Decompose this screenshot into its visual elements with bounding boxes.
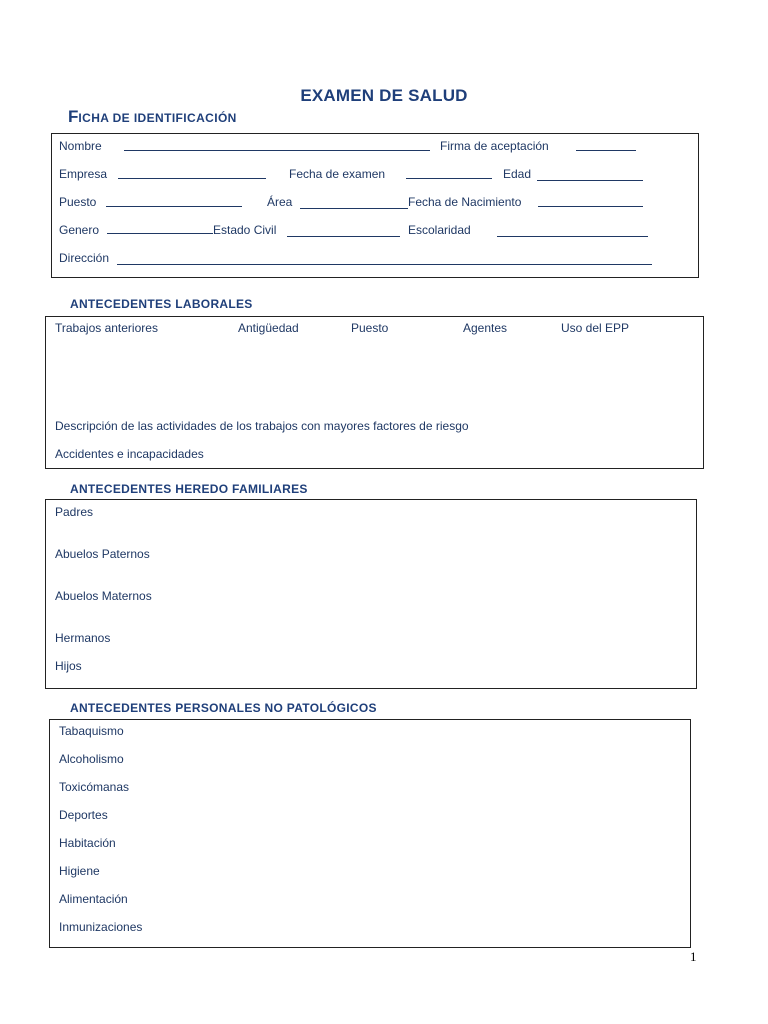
puesto-field[interactable] (106, 206, 242, 207)
firma-label: Firma de aceptación (440, 139, 549, 153)
genero-field[interactable] (107, 233, 213, 234)
fecha-nacimiento-label: Fecha de Nacimiento (408, 195, 522, 209)
hijos-label: Hijos (55, 659, 82, 673)
heading-rest: ICHA DE IDENTIFICACIÓN (78, 111, 237, 125)
col-uso-epp: Uso del EPP (561, 321, 630, 335)
col-trabajos-anteriores: Trabajos anteriores (55, 321, 158, 335)
higiene-label: Higiene (59, 864, 100, 878)
accidentes-label: Accidentes e incapacidades (55, 447, 204, 461)
genero-label: Genero (59, 223, 100, 237)
abuelos-paternos-label: Abuelos Paternos (55, 547, 150, 561)
section-heading-ficha (68, 107, 237, 127)
deportes-label: Deportes (59, 808, 108, 822)
padres-label: Padres (55, 505, 94, 519)
col-puesto: Puesto (351, 321, 389, 335)
tabaquismo-label: Tabaquismo (59, 724, 124, 738)
direccion-field[interactable] (117, 264, 652, 265)
direccion-label: Dirección (59, 251, 110, 265)
edad-field[interactable] (537, 180, 643, 181)
heading-initial: F (68, 107, 79, 126)
habitacion-label: Habitación (59, 836, 116, 850)
fecha-nacimiento-field[interactable] (538, 206, 643, 207)
toxicomanas-label: Toxicómanas (59, 780, 130, 794)
empresa-label: Empresa (59, 167, 108, 181)
page-number: 1 (690, 949, 697, 964)
firma-field[interactable] (576, 150, 636, 151)
escolaridad-field[interactable] (497, 236, 648, 237)
escolaridad-label: Escolaridad (408, 223, 471, 237)
inmunizaciones-label: Inmunizaciones (59, 920, 143, 934)
col-agentes: Agentes (463, 321, 508, 335)
area-field[interactable] (300, 208, 408, 209)
hermanos-label: Hermanos (55, 631, 111, 645)
section-heading-laborales: ANTECEDENTES LABORALES (70, 297, 253, 311)
puesto-label: Puesto (59, 195, 97, 209)
page-title: EXAMEN DE SALUD (300, 86, 468, 105)
area-label: Área (267, 195, 293, 209)
empresa-field[interactable] (118, 178, 266, 179)
estado-civil-label: Estado Civil (213, 223, 277, 237)
nombre-field[interactable] (124, 150, 430, 151)
alcoholismo-label: Alcoholismo (59, 752, 124, 766)
no-patologicos-box (49, 719, 691, 948)
col-antiguedad: Antigüedad (238, 321, 299, 335)
nombre-label: Nombre (59, 139, 102, 153)
fecha-examen-label: Fecha de examen (289, 167, 386, 181)
edad-label: Edad (503, 167, 532, 181)
abuelos-maternos-label: Abuelos Maternos (55, 589, 152, 603)
section-heading-heredo: ANTECEDENTES HEREDO FAMILIARES (70, 482, 308, 496)
descripcion-actividades-label: Descripción de las actividades de los trabajos con mayores factores de riesgo (55, 419, 469, 433)
section-heading-no-patologicos: ANTECEDENTES PERSONALES NO PATOLÓGICOS (70, 701, 377, 715)
fecha-examen-field[interactable] (406, 178, 492, 179)
estado-civil-field[interactable] (287, 236, 400, 237)
alimentacion-label: Alimentación (59, 892, 128, 906)
